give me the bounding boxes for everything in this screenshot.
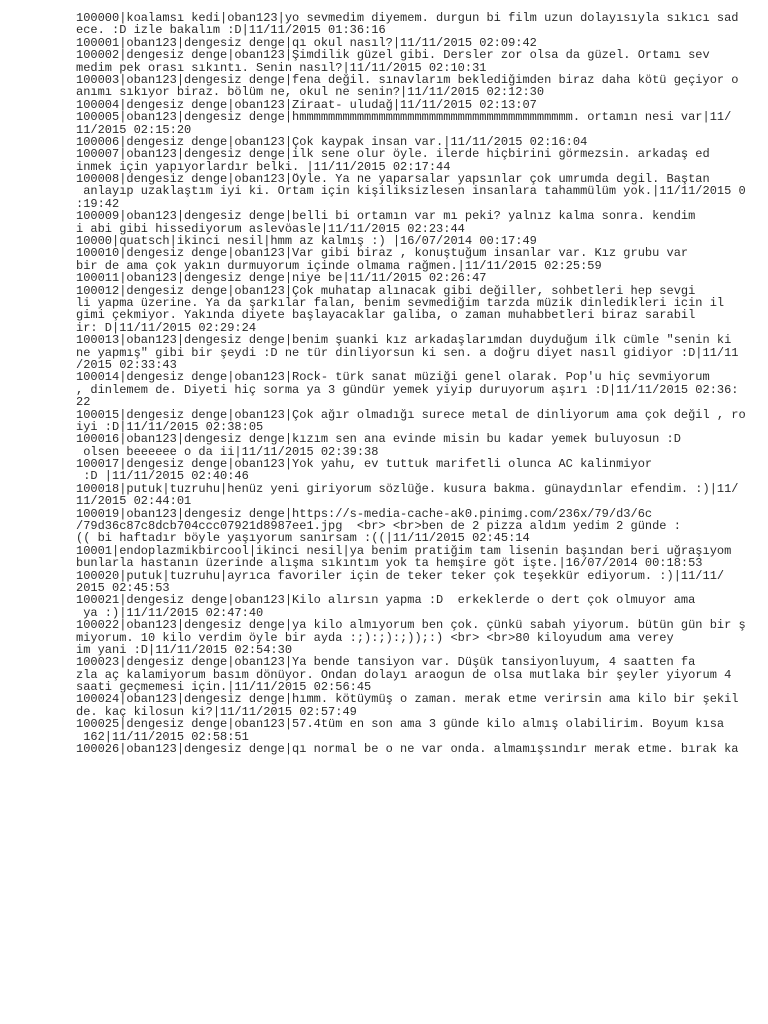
text-line: 100006|dengesiz denge|oban123|Çok kaypak insan var.|11/11/2015 02:16:04 [76, 135, 588, 149]
text-line: bunlarla hastanın üzerinde alışma sıkıntım yok ta hemşire göt işte.|16/07/2014 00:18:53 [76, 557, 703, 570]
text-line: (( bi haftadır böyle yaşıyorum sanırsam :((|11/11/2015 02:45:14 [76, 532, 530, 545]
text-line: 10001|endoplazmikbircool|ikinci nesil|ya benim pratiğim tam lisenin başından beri uğraşıyom [76, 544, 732, 558]
text-line: 100020|putuk|tuzruhu|ayrıca favoriler için de teker teker çok teşekkür ediyorum. :)|11/11/ [76, 569, 725, 582]
text-line: :D |11/11/2015 02:40:46 [76, 470, 249, 483]
text-line: 100001|oban123|dengesiz denge|qı okul nasıl?|11/11/2015 02:09:42 [76, 36, 537, 50]
text-line: 100009|oban123|dengesiz denge|belli bi ortamın var mı peki? yalnız kalma sonra. kendim [76, 210, 696, 223]
text-line: ir: D|11/11/2015 02:29:24 [76, 321, 257, 335]
text-line: 100003|oban123|dengesiz denge|fena değil. sınavlarım beklediğimden biraz daha kötü geçiyor o [76, 73, 739, 87]
text-line: 100000|koalamsı kedi|oban123|yo sevmedim diyemem. durgun bi film uzun dolayısıyla sıkıcı sad [76, 12, 739, 25]
text-line: , dinlemem de. Diyeti hiç sorma ya 3 gündür yemek yiyip duruyorum aşırı :D|11/11/2015 02:36: [76, 383, 739, 397]
text-line: de. kaç kilosun ki?|11/11/2015 02:57:49 [76, 705, 357, 719]
text-line: 100022|oban123|dengesiz denge|ya kilo almıyorum ben çok. çünkü sabah yiyorum. bütün gün bir ş [76, 619, 746, 632]
text-document [76, 12, 766, 755]
text-line: ya :)|11/11/2015 02:47:40 [76, 606, 264, 620]
text-line: 100019|oban123|dengesiz denge|https://s-media-cache-ak0.pinimg.com/236x/79/d3/6c [76, 507, 653, 521]
text-line: miyorum. 10 kilo verdim öyle bir ayda :;):;):;));:) <br> <br>80 kiloyudum ama verey [76, 631, 674, 644]
text-line: 100016|oban123|dengesiz denge|kızım sen ana evinde misin bu kadar yemek buluyosun :D [76, 433, 681, 446]
text-line: inmek için yapıyorlardır belki. |11/11/2015 02:17:44 [76, 160, 451, 174]
text-line: 100004|dengesiz denge|oban123|Ziraat- uludağ|11/11/2015 02:13:07 [76, 98, 537, 112]
text-line: iyi :D|11/11/2015 02:38:05 [76, 420, 264, 434]
text-line: saati geçmemesi için.|11/11/2015 02:56:45 [76, 681, 372, 694]
text-line: li yapma üzerine. Ya da şarkılar falan, benim sevmediğim tarzda müzik dinledikleri icin il [76, 296, 725, 310]
text-line: /2015 02:33:43 [76, 358, 177, 372]
text-line: ne yapmış" gibi bir şeydi :D ne tür dinliyorsun ki sen. a doğru diyet nasıl gidiyor :D|11/11 [76, 346, 739, 359]
text-line: 10000|quatsch|ikinci nesil|hmm az kalmış :) |16/07/2014 00:17:49 [76, 235, 537, 248]
text-line: i abi gibi hissediyorum aslevöasle|11/11/2015 02:23:44 [76, 222, 465, 236]
text-line: 100007|oban123|dengesiz denge|ilk sene olur öyle. ilerde hiçbirini görmezsin. arkadaş ed [76, 148, 710, 161]
text-line: 100011|oban123|dengesiz denge|niye be|11/11/2015 02:26:47 [76, 272, 487, 285]
text-line: 100010|dengesiz denge|oban123|Var gibi biraz , konuştuğum insanlar var. Kız grubu var [76, 247, 689, 260]
text-line: anlayıp uzaklaştım iyi ki. Ortam için kişiliksizlesen insanlara tahammülüm yok.|11/11/2015 0 [76, 185, 746, 198]
text-line: medim pek orası sıkıntı. Senin nasıl?|11/11/2015 02:10:31 [76, 61, 487, 74]
text-line: 100021|dengesiz denge|oban123|Kilo alırsın yapma :D erkeklerde o dert çok olmuyor ama [76, 594, 696, 607]
text-line: 100018|putuk|tuzruhu|henüz yeni giriyorum sözlüğe. kusura bakma. günaydınlar efendim. :)|11/ [76, 482, 739, 496]
text-line: 100005|oban123|dengesiz denge|hmmmmmmmmmmmmmmmmmmmmmmmmmmmmmmmmmmmmmm. ortamın nesi var|11/ [76, 111, 732, 124]
text-line: 100025|dengesiz denge|oban123|57.4tüm en son ama 3 günde kilo almış olabilirim. Boyum kısa [76, 718, 725, 731]
text-line: 100008|dengesiz denge|oban123|Öyle. Ya ne yaparsalar yapsınlar çok umrumda degil. Baştan [76, 173, 710, 186]
text-line: olsen beeeeee o da ii|11/11/2015 02:39:38 [76, 445, 379, 459]
text-line: zla aç kalamiyorum basım dönüyor. Ondan dolayı araogun de olsa mutlaka bir şeyler yiyorum 4 [76, 668, 732, 682]
text-line: 100015|dengesiz denge|oban123|Çok ağır olmadığı surece metal de dinliyorum ama çok değil , ro [76, 408, 746, 421]
text-line: 11/2015 02:15:20 [76, 123, 192, 136]
text-line: anımı sıkıyor biraz. bölüm ne, okul ne senin?|11/11/2015 02:12:30 [76, 86, 545, 99]
text-line: /79d36c87c8dcb704ccc07921d8987ee1.jpg <br> <br>ben de 2 pizza aldım yedim 2 günde : [76, 520, 681, 533]
text-line: im yani :D|11/11/2015 02:54:30 [76, 643, 293, 657]
text-line: 22 [76, 396, 91, 409]
text-line: 100012|dengesiz denge|oban123|Çok muhatap alınacak gibi değiller, sohbetleri hep sevgi [76, 284, 696, 297]
text-line: 100013|oban123|dengesiz denge|benim şuanki kız arkadaşlarımdan duyduğum ilk cümle "senin ki [76, 334, 732, 347]
text-line: 2015 02:45:53 [76, 581, 170, 595]
text-line: 162|11/11/2015 02:58:51 [76, 730, 249, 744]
text-line: 100024|oban123|dengesiz denge|hımm. kötüymüş o zaman. merak etme verirsin ama kilo bir şekil [76, 693, 739, 706]
text-line: 100023|dengesiz denge|oban123|Ya bende tansiyon var. Düşük tansiyonluyum, 4 saatten fa [76, 656, 696, 669]
text-line: :19:42 [76, 197, 120, 211]
text-line: 11/2015 02:44:01 [76, 495, 192, 508]
text-line: 100002|dengesiz denge|oban123|Şimdilik güzel gibi. Dersler zor olsa da güzel. Ortamı sev [76, 49, 710, 62]
text-line: 100014|dengesiz denge|oban123|Rock- türk sanat müziği genel olarak. Pop'u hiç sevmiyorum [76, 371, 710, 384]
text-line: 100017|dengesiz denge|oban123|Yok yahu, ev tuttuk marifetli olunca AC kalinmiyor [76, 458, 653, 471]
text-line: 100026|oban123|dengesiz denge|qı normal be o ne var onda. almamışsındır merak etme. bırak ka [76, 743, 739, 756]
text-line: gimi çekmiyor. Yakında diyete başlayacaklar galiba, o zaman muhabbetleri biraz sarabil [76, 309, 696, 322]
text-line: ece. :D izle bakalım :D|11/11/2015 01:36:16 [76, 24, 386, 37]
text-line: bir de ama çok yakın durmuyorum içinde olmama rağmen.|11/11/2015 02:25:59 [76, 259, 602, 273]
